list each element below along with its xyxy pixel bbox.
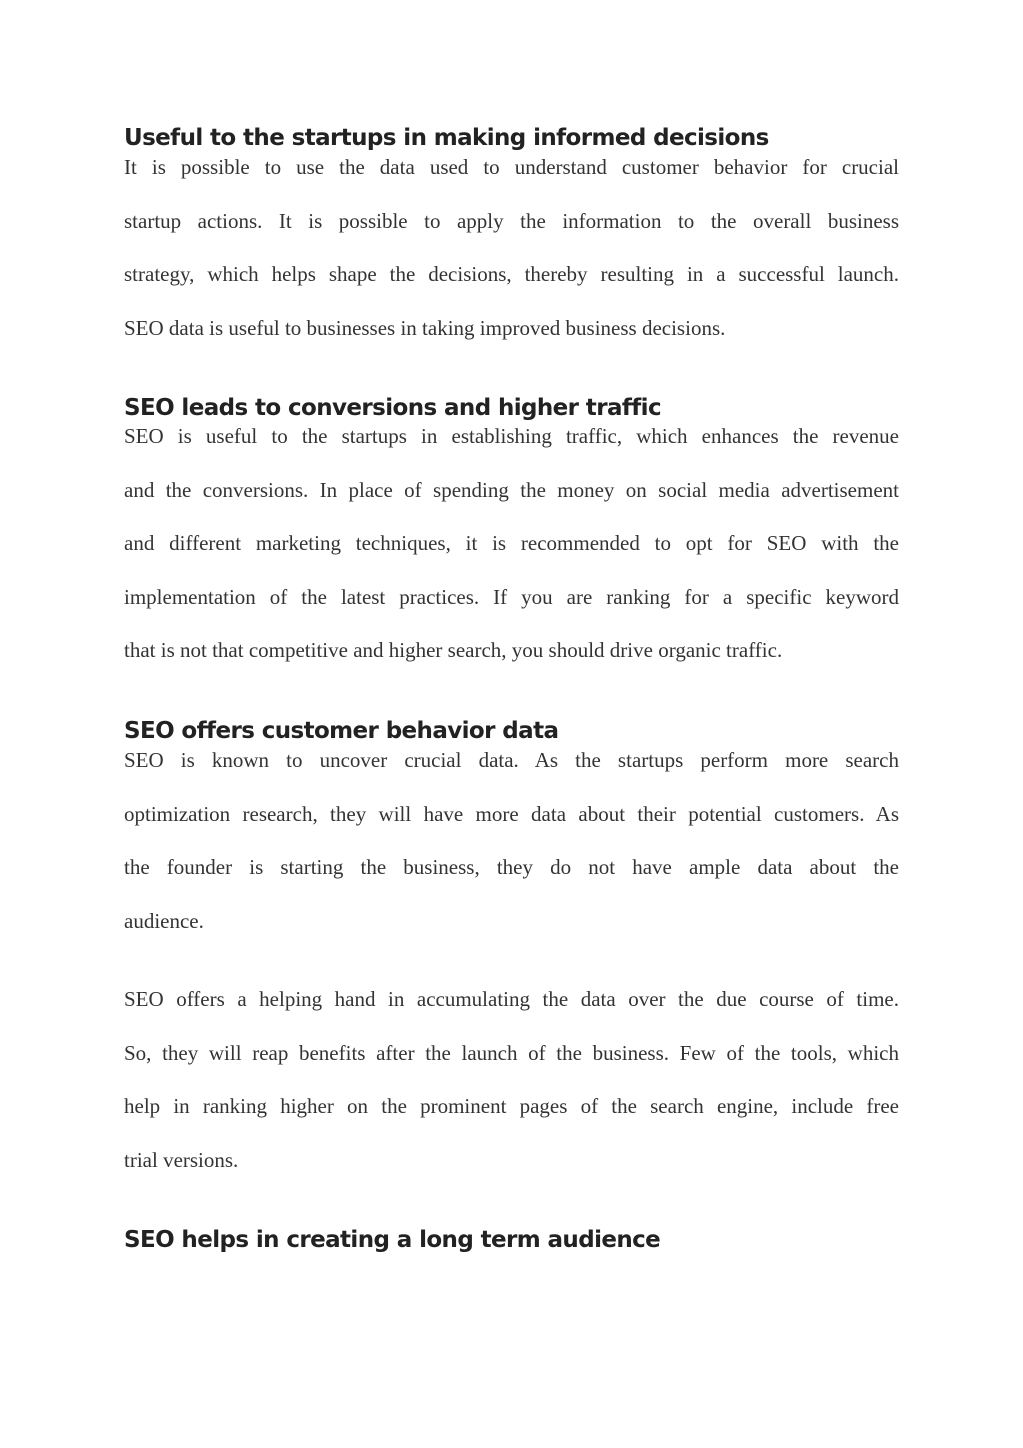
paragraph-line: So, they will reap benefits after the launch of the business. Few of the tools, which	[124, 1040, 899, 1065]
paragraph-line: that is not that competitive and higher search, you should drive organic traffic.	[124, 638, 783, 662]
paragraph-line: optimization research, they will have more data about their potential customers. As	[124, 801, 899, 826]
paragraph-customer-behavior-data	[124, 734, 899, 948]
paragraph-line: the founder is starting the business, they do not have ample data about the	[124, 855, 899, 879]
paragraph-line: help in ranking higher on the prominent pages of the search engine, include free	[124, 1094, 899, 1118]
paragraph-conversions-traffic	[124, 410, 899, 678]
paragraph-line: and different marketing techniques, it is recommended to opt for SEO with the	[124, 531, 899, 555]
paragraph-line: SEO offers a helping hand in accumulating the data over the due course of time.	[124, 987, 899, 1011]
heading-informed-decisions: Useful to the startups in making informed decisions	[124, 125, 769, 151]
paragraph-helping-hand	[124, 973, 899, 1187]
paragraph-line: SEO is useful to the startups in establishing traffic, which enhances the revenue	[124, 424, 899, 448]
paragraph-line: implementation of the latest practices. If you are ranking for a specific keyword	[124, 584, 899, 609]
paragraph-line: audience.	[124, 908, 204, 933]
heading-customer-behavior-data: SEO offers customer behavior data	[124, 718, 559, 744]
paragraph-line: It is possible to use the data used to understand customer behavior for crucial	[124, 155, 899, 179]
paragraph-informed-decisions	[124, 141, 899, 355]
paragraph-line: startup actions. It is possible to apply the information to the overall business	[124, 208, 899, 233]
paragraph-line: and the conversions. In place of spending the money on social media advertisement	[124, 477, 899, 502]
paragraph-line: SEO data is useful to businesses in taking improved business decisions.	[124, 315, 726, 340]
paragraph-line: SEO is known to uncover crucial data. As the startups perform more search	[124, 748, 899, 772]
heading-conversions-traffic: SEO leads to conversions and higher traffic	[124, 395, 661, 421]
heading-long-term-audience: SEO helps in creating a long term audience	[124, 1227, 661, 1253]
paragraph-line: strategy, which helps shape the decisions, thereby resulting in a successful launch.	[124, 262, 899, 286]
paragraph-line: trial versions.	[124, 1147, 239, 1172]
